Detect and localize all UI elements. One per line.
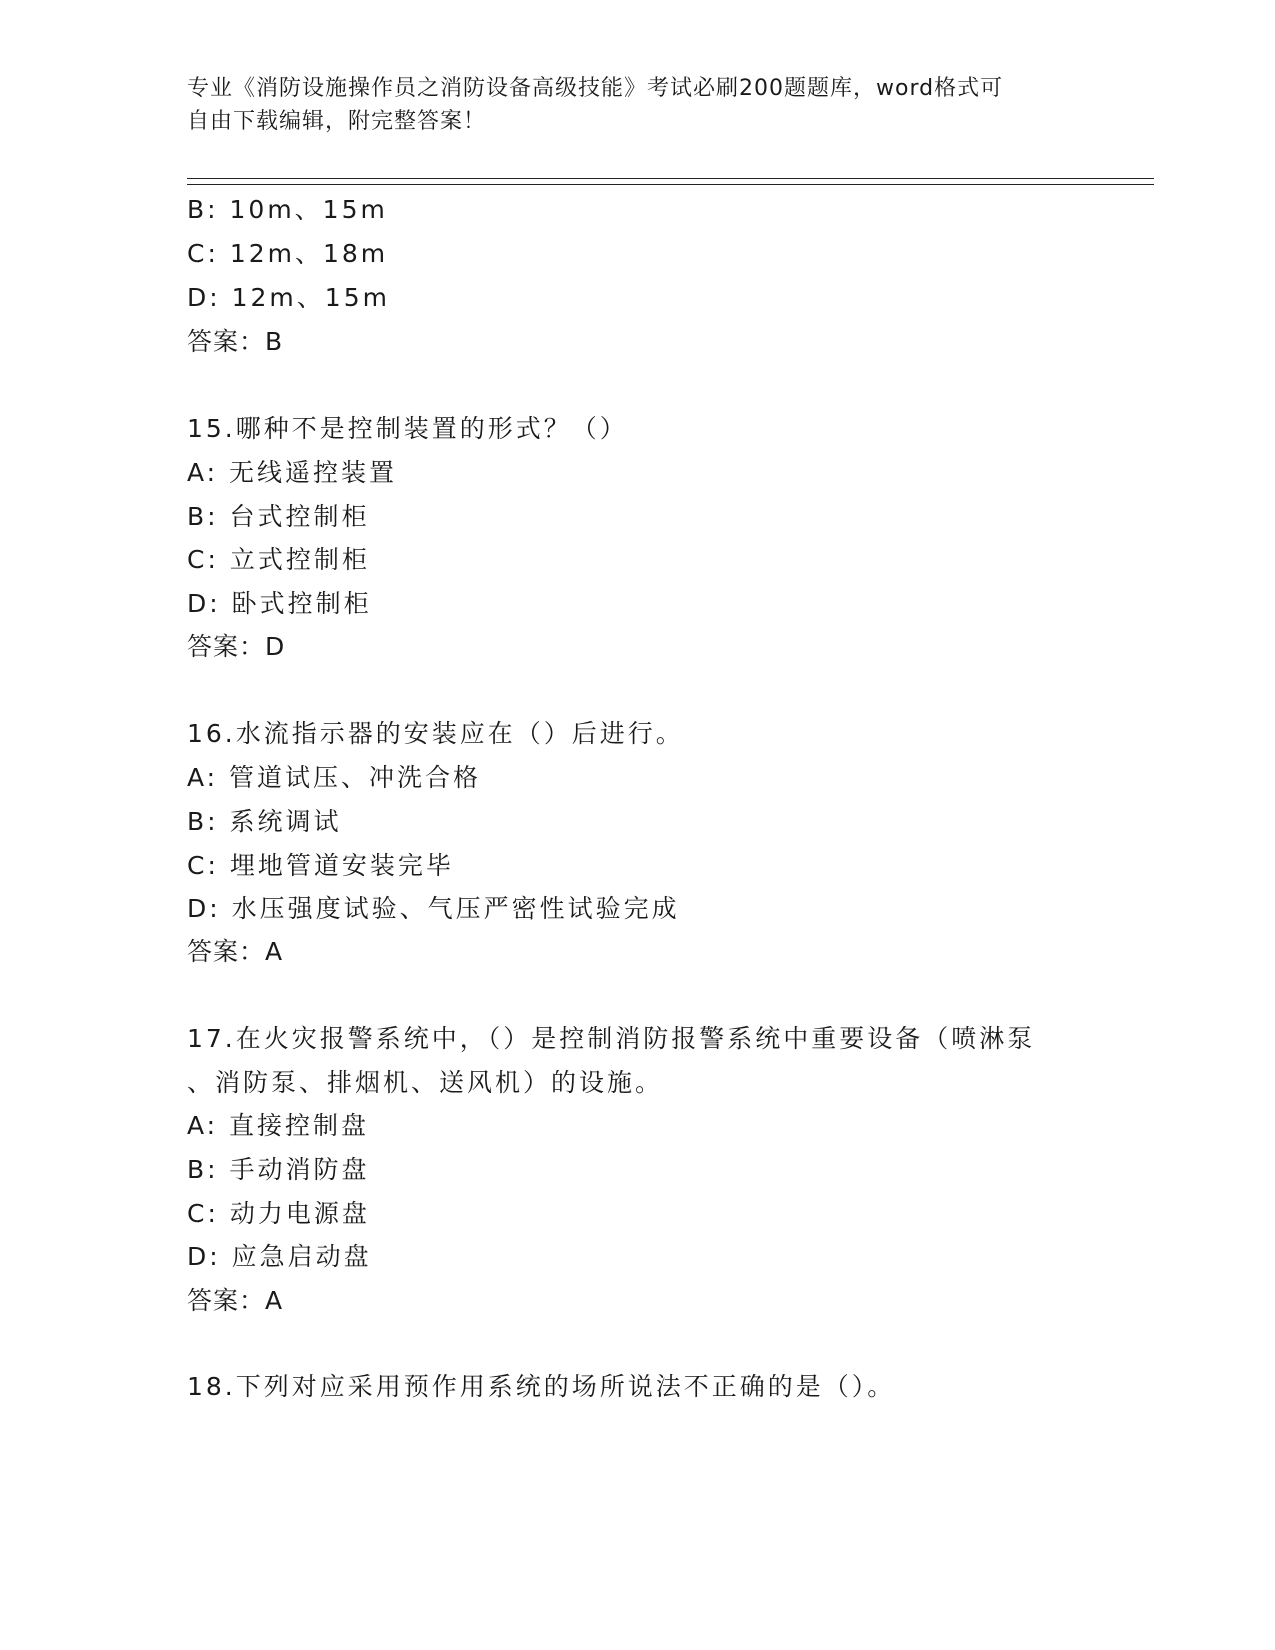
q17-stem-line-1: 17.在火灾报警系统中，（）是控制消防报警系统中重要设备（喷淋泵 bbox=[187, 1024, 1036, 1053]
header-line-2: 自由下载编辑，附完整答案！ bbox=[187, 109, 487, 134]
q15-answer: 答案：D bbox=[187, 632, 286, 661]
q17-option-a: A: 直接控制盘 bbox=[187, 1111, 370, 1140]
q16-option-c: C: 埋地管道安装完毕 bbox=[187, 851, 454, 880]
q15-option-b: B: 台式控制柜 bbox=[187, 502, 370, 531]
q14-option-d: D: 12m、15m bbox=[187, 283, 390, 312]
q16-option-b: B: 系统调试 bbox=[187, 807, 342, 836]
header-divider-bottom bbox=[187, 184, 1154, 185]
q17-stem-line-2: 、消防泵、排烟机、送风机）的设施。 bbox=[187, 1068, 664, 1097]
q14-option-c: C: 12m、18m bbox=[187, 239, 389, 268]
q17-option-b: B: 手动消防盘 bbox=[187, 1155, 370, 1184]
q16-option-d: D: 水压强度试验、气压严密性试验完成 bbox=[187, 894, 680, 923]
document-header bbox=[187, 72, 1087, 138]
header-line-1: 专业《消防设施操作员之消防设备高级技能》考试必刷200题题库，word格式可 bbox=[187, 76, 1004, 101]
q15-option-c: C: 立式控制柜 bbox=[187, 545, 370, 574]
q15-stem: 15.哪种不是控制装置的形式？（） bbox=[187, 414, 628, 443]
q17-option-d: D: 应急启动盘 bbox=[187, 1242, 372, 1271]
q18-stem: 18.下列对应采用预作用系统的场所说法不正确的是（）。 bbox=[187, 1372, 896, 1401]
q15-option-d: D: 卧式控制柜 bbox=[187, 589, 372, 618]
q17-answer: 答案：A bbox=[187, 1286, 284, 1315]
q15-option-a: A: 无线遥控装置 bbox=[187, 458, 398, 487]
q16-stem: 16.水流指示器的安装应在（）后进行。 bbox=[187, 719, 684, 748]
header-divider-top bbox=[187, 178, 1154, 179]
q14-option-b: B: 10m、15m bbox=[187, 195, 388, 224]
q17-option-c: C: 动力电源盘 bbox=[187, 1199, 370, 1228]
q14-answer: 答案：B bbox=[187, 327, 284, 356]
q16-answer: 答案：A bbox=[187, 937, 284, 966]
q16-option-a: A: 管道试压、冲洗合格 bbox=[187, 763, 482, 792]
